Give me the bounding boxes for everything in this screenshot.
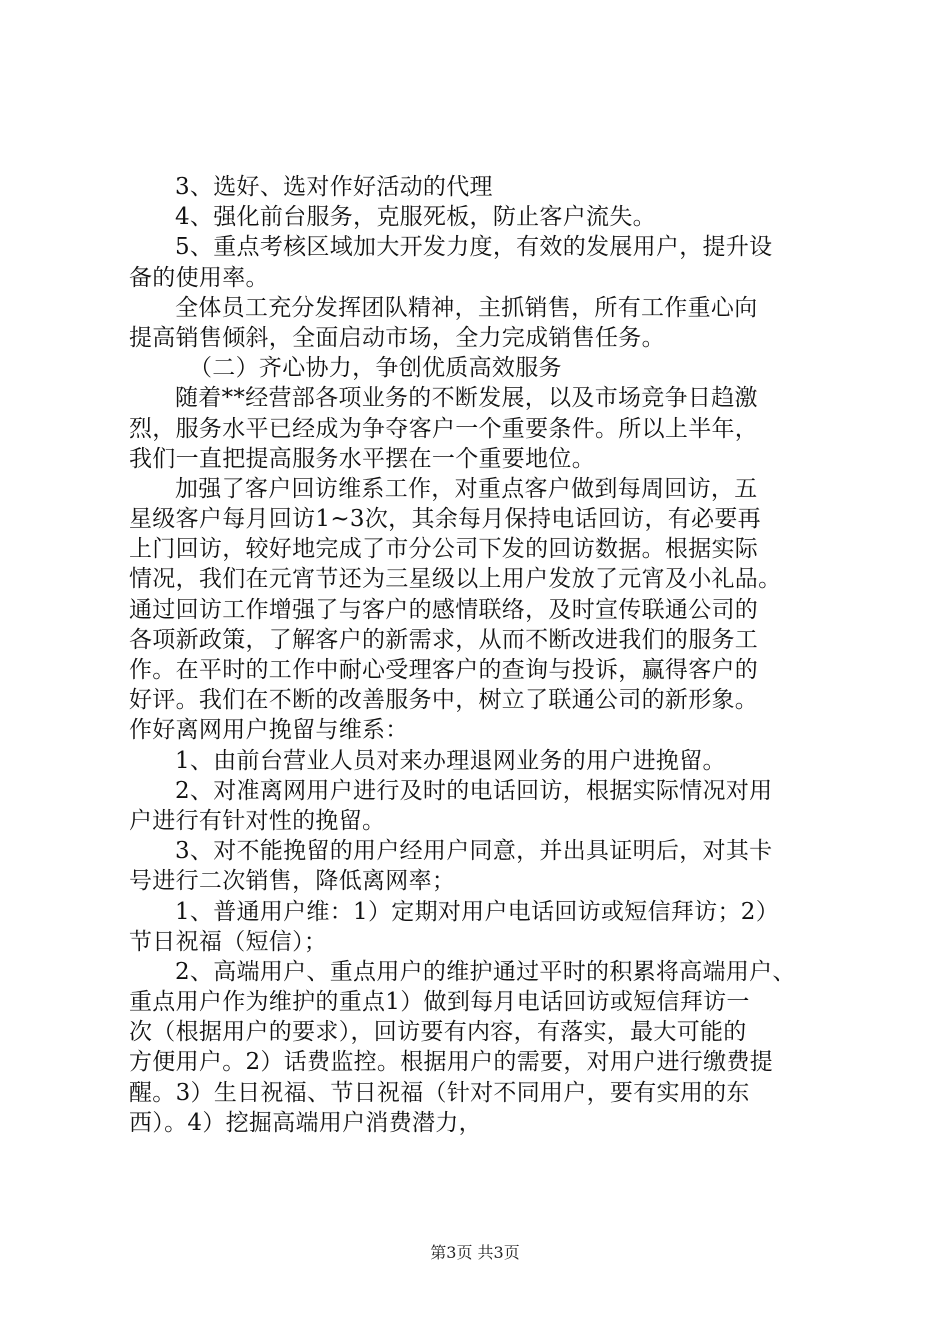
text-line: 4、强化前台服务，克服死板，防止客户流失。 xyxy=(175,204,656,231)
text-line: 1、由前台营业人员对来办理退网业务的用户进挽留。 xyxy=(175,747,726,774)
text-line: 星级客户每月回访1~3次，其余每月保持电话回访，有必要再 xyxy=(129,506,761,533)
document-body xyxy=(129,172,829,1138)
text-line: 方便用户。2）话费监控。根据用户的需要，对用户进行缴费提 xyxy=(129,1049,774,1076)
text-line: 2、高端用户、重点用户的维护通过平时的积累将高端用户、 xyxy=(175,958,796,985)
text-line: 各项新政策，了解客户的新需求，从而不断改进我们的服务工 xyxy=(129,626,759,653)
page-number-footer: 第3页 共3页 xyxy=(430,1243,520,1262)
text-line: 2、对准离网用户进行及时的电话回访，根据实际情况对用 xyxy=(175,777,773,804)
text-line: 作。在平时的工作中耐心受理客户的查询与投诉，赢得客户的 xyxy=(129,657,759,683)
text-line: 重点用户作为维护的重点1）做到每月电话回访或短信拜访一 xyxy=(129,989,750,1016)
text-line: 5、重点考核区域加大开发力度，有效的发展用户，提升设 xyxy=(175,234,773,261)
text-line: 加强了客户回访维系工作，对重点客户做到每周回访，五 xyxy=(175,475,758,502)
text-line: 上门回访，较好地完成了市分公司下发的回访数据。根据实际 xyxy=(129,536,759,563)
text-line: 醒。3）生日祝福、节日祝福（针对不同用户，要有实用的东 xyxy=(129,1079,750,1106)
text-line: 1、普通用户维：1）定期对用户电话回访或短信拜访；2） xyxy=(175,898,779,925)
text-line: 提高销售倾斜，全面启动市场，全力完成销售任务。 xyxy=(129,324,665,351)
text-line: 户进行有针对性的挽留。 xyxy=(129,807,386,834)
text-line: 情况，我们在元宵节还为三星级以上用户发放了元宵及小礼品。 xyxy=(129,566,782,593)
text-line: 号进行二次销售，降低离网率； xyxy=(129,868,456,895)
text-line: 西）。4）挖掘高端用户消费潜力， xyxy=(129,1109,482,1136)
text-line: 3、对不能挽留的用户经用户同意，并出具证明后，对其卡 xyxy=(175,838,773,865)
text-line: 烈，服务水平已经成为争夺客户一个重要条件。所以上半年， xyxy=(129,415,759,442)
text-line: 备的使用率。 xyxy=(129,264,269,291)
text-line: 通过回访工作增强了与客户的感情联络，及时宣传联通公司的 xyxy=(129,596,759,623)
text-line: 我们一直把提高服务水平摆在一个重要地位。 xyxy=(129,445,595,472)
text-line: 好评。我们在不断的改善服务中，树立了联通公司的新形象。 xyxy=(129,687,759,714)
text-line: 次（根据用户的要求），回访要有内容，有落实，最大可能的 xyxy=(129,1019,747,1046)
text-line: 全体员工充分发挥团队精神，主抓销售，所有工作重心向 xyxy=(175,294,758,321)
text-line: 3、选好、选对作好活动的代理 xyxy=(175,174,493,200)
text-line: 作好离网用户挽留与维系： xyxy=(129,717,409,744)
text-line: 随着**经营部各项业务的不断发展，以及市场竞争日趋激 xyxy=(175,385,758,412)
section-heading: （二）齐心协力，争创优质高效服务 xyxy=(189,355,562,382)
text-line: 节日祝福（短信）； xyxy=(129,928,328,955)
